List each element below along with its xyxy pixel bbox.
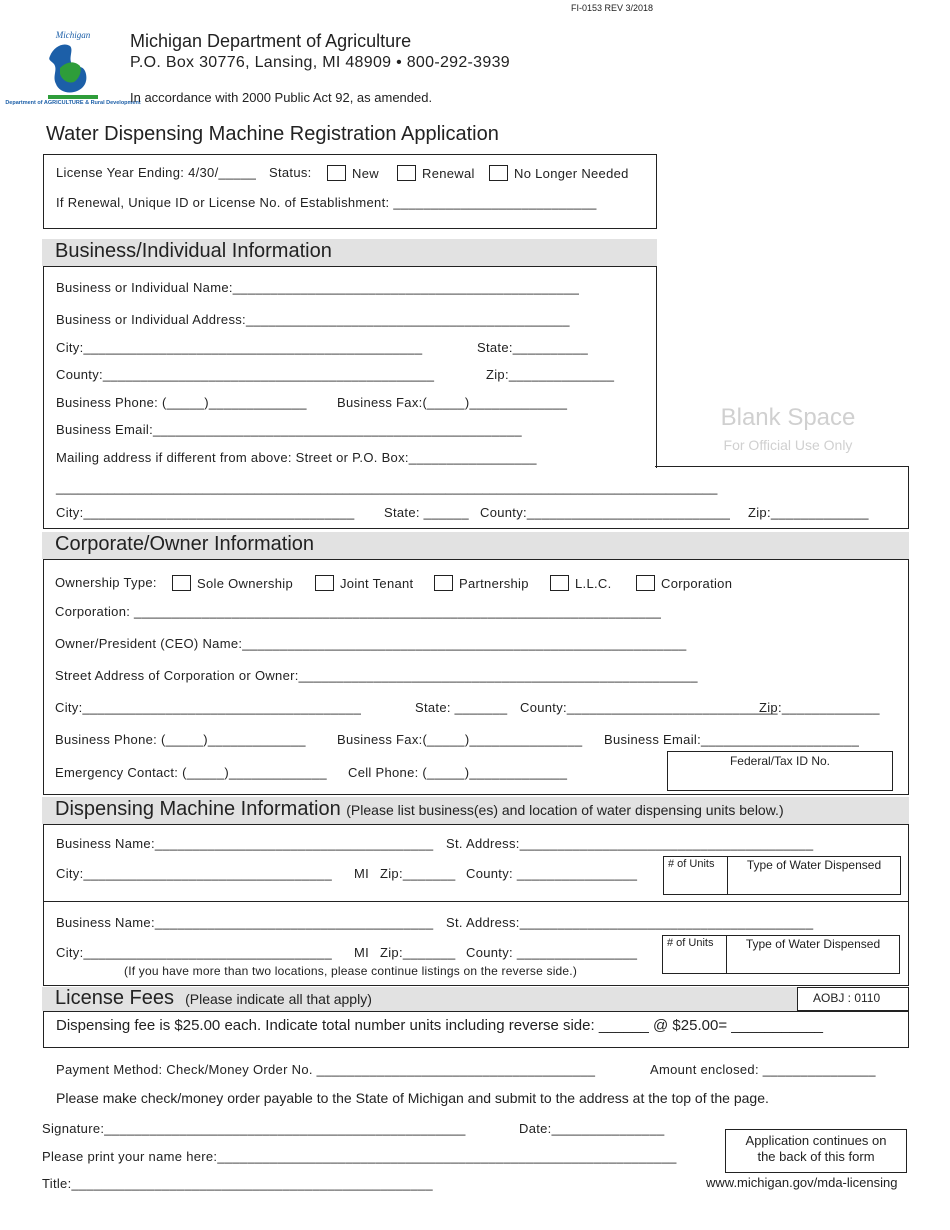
- renewal-id-field[interactable]: If Renewal, Unique ID or License No. of Establishment: ___________________________: [56, 195, 597, 210]
- corporate-email-field[interactable]: Business Email:_____________________: [604, 732, 860, 747]
- new-checkbox[interactable]: [327, 165, 346, 181]
- agency-address: P.O. Box 30776, Lansing, MI 48909 • 800-292-3939: [130, 54, 510, 71]
- location1-water-label: Type of Water Dispensed: [746, 858, 882, 872]
- ownership-sole-option[interactable]: Sole Ownership: [172, 575, 293, 591]
- license-year-field[interactable]: License Year Ending: 4/30/_____: [56, 165, 257, 180]
- more-locations-note: (If you have more than two locations, please continue listings on the reverse side.): [124, 964, 578, 978]
- corporation-name-field[interactable]: Corporation: ______________________________________________________________________: [55, 604, 662, 619]
- mailing-county-field[interactable]: County:___________________________: [480, 505, 731, 520]
- emergency-contact-field[interactable]: Emergency Contact: (_____)_____________: [55, 765, 327, 780]
- corporate-street-field[interactable]: Street Address of Corporation or Owner:_____________________________________________________: [55, 668, 698, 683]
- dispensing-heading-text: Dispensing Machine Information: [55, 798, 341, 820]
- business-address-field[interactable]: Business or Individual Address:___________________________________________: [56, 312, 570, 327]
- mda-logo: [5, 28, 141, 110]
- status-new-option[interactable]: New: [327, 165, 379, 181]
- business-state-field[interactable]: State:__________: [477, 340, 589, 355]
- no-longer-needed-checkbox[interactable]: [489, 165, 508, 181]
- date-field[interactable]: Date:_______________: [519, 1121, 665, 1136]
- location2-city-field[interactable]: City:_________________________________: [56, 945, 332, 960]
- location2-units-table[interactable]: [662, 935, 900, 974]
- business-fax-field[interactable]: Business Fax:(_____)_____________: [337, 395, 568, 410]
- location2-state-label: MI: [354, 945, 370, 960]
- location1-business-name-field[interactable]: Business Name:_____________________________________: [56, 836, 434, 851]
- website-link[interactable]: www.michigan.gov/mda-licensing: [706, 1175, 898, 1190]
- mailing-address-field[interactable]: Mailing address if different from above: Street or P.O. Box:_________________: [56, 450, 537, 465]
- renewal-checkbox[interactable]: [397, 165, 416, 181]
- aobj-code: AOBJ : 0110: [797, 987, 909, 1011]
- agency-name: Michigan Department of Agriculture: [130, 31, 412, 51]
- form-title: Water Dispensing Machine Registration Application: [46, 123, 499, 145]
- joint-tenant-checkbox[interactable]: [315, 575, 334, 591]
- ownership-llc-option[interactable]: L.L.C.: [550, 575, 611, 591]
- corporate-zip-field[interactable]: Zip:_____________: [759, 700, 880, 715]
- logo-text-bottom: Department of AGRICULTURE & Rural Development: [5, 100, 141, 106]
- corporate-fax-field[interactable]: Business Fax:(_____)_______________: [337, 732, 583, 747]
- tax-id-box[interactable]: [667, 751, 893, 791]
- dispensing-divider: [43, 901, 909, 902]
- payment-method-field[interactable]: Payment Method: Check/Money Order No. _____________________________________: [56, 1062, 596, 1077]
- print-name-field[interactable]: Please print your name here:_____________________________________________________________: [42, 1149, 677, 1164]
- llc-checkbox[interactable]: [550, 575, 569, 591]
- location2-zip-field[interactable]: Zip:_______: [380, 945, 456, 960]
- ownership-partnership-option[interactable]: Partnership: [434, 575, 529, 591]
- dispensing-fee-field[interactable]: Dispensing fee is $25.00 each. Indicate total number units including reverse side: ______ @ $25.00= ___________: [56, 1017, 824, 1034]
- business-section-heading: Business/Individual Information: [42, 239, 657, 266]
- ownership-corporation-option[interactable]: Corporation: [636, 575, 732, 591]
- business-box-step: [655, 466, 909, 467]
- dispensing-section-heading: [42, 797, 909, 824]
- sole-ownership-checkbox[interactable]: [172, 575, 191, 591]
- ownership-joint-option[interactable]: Joint Tenant: [315, 575, 413, 591]
- tax-id-label: Federal/Tax ID No.: [729, 754, 831, 768]
- mailing-city-field[interactable]: City:____________________________________: [56, 505, 355, 520]
- signature-field[interactable]: Signature:________________________________________________: [42, 1121, 466, 1136]
- location2-units-label: # of Units: [663, 936, 727, 973]
- status-renewal-option[interactable]: Renewal: [397, 165, 475, 181]
- corporate-city-field[interactable]: City:_____________________________________: [55, 700, 362, 715]
- business-zip-field[interactable]: Zip:______________: [486, 367, 615, 382]
- location2-business-name-field[interactable]: Business Name:_____________________________________: [56, 915, 434, 930]
- corporate-phone-field[interactable]: Business Phone: (_____)_____________: [55, 732, 306, 747]
- status-no-longer-option[interactable]: No Longer Needed: [489, 165, 629, 181]
- location1-city-field[interactable]: City:_________________________________: [56, 866, 332, 881]
- act-note: In accordance with 2000 Public Act 92, as amended.: [130, 90, 433, 105]
- fees-heading-note: (Please indicate all that apply): [185, 991, 372, 1007]
- location1-zip-field[interactable]: Zip:_______: [380, 866, 456, 881]
- official-use-subtitle: For Official Use Only: [723, 437, 853, 453]
- business-name-field[interactable]: Business or Individual Name:______________________________________________: [56, 280, 580, 295]
- location2-address-field[interactable]: St. Address:_______________________________________: [446, 915, 814, 930]
- amount-enclosed-field[interactable]: Amount enclosed: _______________: [650, 1062, 876, 1077]
- mailing-zip-field[interactable]: Zip:_____________: [748, 505, 869, 520]
- ownership-type-label: Ownership Type:: [55, 575, 157, 590]
- business-phone-field[interactable]: Business Phone: (_____)_____________: [56, 395, 307, 410]
- business-city-field[interactable]: City:_____________________________________________: [56, 340, 423, 355]
- location1-state-label: MI: [354, 866, 370, 881]
- logo-text-top: Michigan: [55, 30, 91, 40]
- corporation-checkbox[interactable]: [636, 575, 655, 591]
- official-use-title: Blank Space: [720, 404, 856, 431]
- continues-box: [725, 1129, 907, 1173]
- cell-phone-field[interactable]: Cell Phone: (_____)_____________: [348, 765, 568, 780]
- location1-units-label: # of Units: [664, 857, 728, 894]
- owner-name-field[interactable]: Owner/President (CEO) Name:___________________________________________________________: [55, 636, 687, 651]
- fees-section-heading: [42, 987, 909, 1011]
- corporate-state-field[interactable]: State: _______: [415, 700, 508, 715]
- mailing-address-line[interactable]: __________________________________________________________________________________________: [56, 480, 718, 495]
- location1-units-table[interactable]: [663, 856, 901, 895]
- form-number: FI-0153 REV 3/2018: [571, 3, 654, 13]
- business-email-field[interactable]: Business Email:_________________________________________________: [56, 422, 522, 437]
- status-label: Status:: [269, 165, 312, 180]
- dispensing-heading-note: (Please list business(es) and location of water dispensing units below.): [346, 802, 784, 818]
- partnership-checkbox[interactable]: [434, 575, 453, 591]
- mailing-state-field[interactable]: State: ______: [384, 505, 469, 520]
- payable-instructions: Please make check/money order payable to the State of Michigan and submit to the address at the top of the page.: [56, 1090, 769, 1106]
- business-county-field[interactable]: County:____________________________________________: [56, 367, 435, 382]
- location1-county-field[interactable]: County: ________________: [466, 866, 638, 881]
- location2-county-field[interactable]: County: ________________: [466, 945, 638, 960]
- title-field[interactable]: Title:________________________________________________: [42, 1176, 433, 1191]
- fees-heading-text: License Fees: [55, 987, 174, 1009]
- location2-water-label: Type of Water Dispensed: [745, 937, 881, 951]
- corporate-section-heading: Corporate/Owner Information: [42, 532, 909, 559]
- continues-note: Application continues on the back of this form: [745, 1133, 887, 1164]
- corporate-county-field[interactable]: County:____________________________: [520, 700, 778, 715]
- location1-address-field[interactable]: St. Address:_______________________________________: [446, 836, 814, 851]
